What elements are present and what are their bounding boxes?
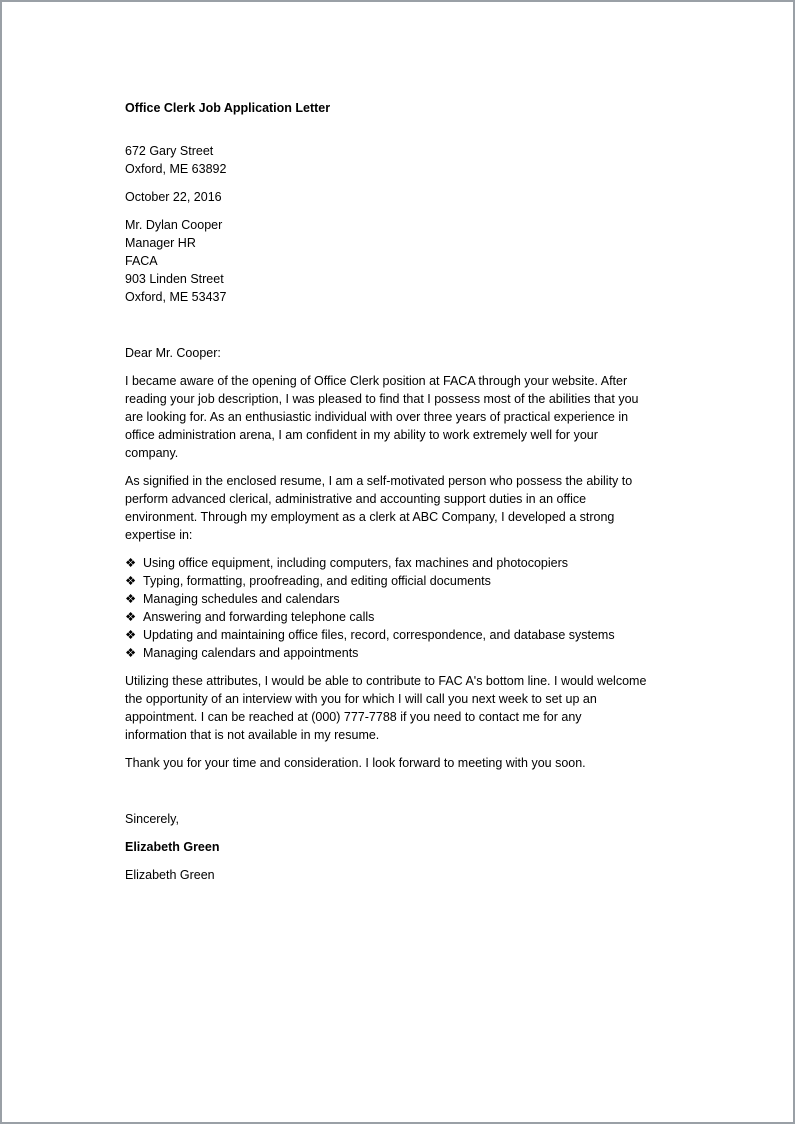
list-item	[125, 590, 685, 608]
paragraph-line: appointment. I can be reached at (000) 777-7788 if you need to contact me for any	[125, 710, 582, 724]
recipient-line: Manager HR	[125, 236, 196, 250]
diamond-bullet-icon: ❖	[125, 646, 137, 660]
diamond-bullet-icon: ❖	[125, 592, 137, 606]
diamond-bullet-icon: ❖	[125, 556, 137, 570]
date-text: October 22, 2016	[125, 190, 222, 204]
letter-body	[125, 99, 685, 894]
paragraph-line: perform advanced clerical, administrative and accounting support duties in an office	[125, 492, 587, 506]
paragraph-line: Thank you for your time and consideration. I look forward to meeting with you soon.	[125, 756, 586, 770]
recipient-line: Mr. Dylan Cooper	[125, 218, 223, 232]
salutation-text: Dear Mr. Cooper:	[125, 346, 221, 360]
paragraph-intro	[125, 372, 685, 462]
diamond-bullet-icon: ❖	[125, 574, 137, 588]
list-item-text: Managing schedules and calendars	[143, 592, 340, 606]
paragraph-contribution	[125, 672, 685, 744]
paragraph-line: company.	[125, 446, 179, 460]
paragraph-line: Utilizing these attributes, I would be able to contribute to FAC A's bottom line. I would welcome	[125, 674, 647, 688]
list-item-text: Updating and maintaining office files, record, correspondence, and database systems	[143, 628, 615, 642]
signature-name	[125, 866, 685, 884]
recipient-line: FACA	[125, 254, 158, 268]
skills-list	[125, 554, 685, 662]
closing	[125, 810, 685, 828]
letter-date	[125, 188, 685, 206]
list-item-text: Typing, formatting, proofreading, and editing official documents	[143, 574, 491, 588]
list-item-text: Answering and forwarding telephone calls	[143, 610, 375, 624]
list-item	[125, 626, 685, 644]
paragraph-line: the opportunity of an interview with you for which I will call you next week to set up an	[125, 692, 597, 706]
sender-address	[125, 142, 685, 178]
signature-name-text: Elizabeth Green	[125, 868, 215, 882]
paragraph-skills	[125, 472, 685, 544]
letter-title: Office Clerk Job Application Letter	[125, 101, 331, 115]
sender-address-line: 672 Gary Street	[125, 144, 214, 158]
signature-bold	[125, 838, 685, 856]
paragraph-line: I became aware of the opening of Office Clerk position at FACA through your website. After	[125, 374, 628, 388]
list-item	[125, 644, 685, 662]
paragraph-line: expertise in:	[125, 528, 193, 542]
list-item-text: Managing calendars and appointments	[143, 646, 359, 660]
signature-bold-text: Elizabeth Green	[125, 840, 220, 854]
paragraph-line: office administration arena, I am confident in my ability to work extremely well for your	[125, 428, 598, 442]
paragraph-line: information that is not available in my resume.	[125, 728, 380, 742]
recipient-line: 903 Linden Street	[125, 272, 224, 286]
closing-text: Sincerely,	[125, 812, 179, 826]
list-item	[125, 608, 685, 626]
salutation	[125, 344, 685, 362]
diamond-bullet-icon: ❖	[125, 628, 137, 642]
diamond-bullet-icon: ❖	[125, 610, 137, 624]
list-item	[125, 554, 685, 572]
list-item-text: Using office equipment, including computers, fax machines and photocopiers	[143, 556, 569, 570]
paragraph-line: environment. Through my employment as a clerk at ABC Company, I developed a strong	[125, 510, 615, 524]
paragraph-line: reading your job description, I was pleased to find that I possess most of the abilities that you	[125, 392, 639, 406]
list-item	[125, 572, 685, 590]
paragraph-line: are looking for. As an enthusiastic individual with over three years of practical experience in	[125, 410, 629, 424]
recipient-address	[125, 216, 685, 306]
sender-address-line: Oxford, ME 63892	[125, 162, 227, 176]
paragraph-line: As signified in the enclosed resume, I am a self-motivated person who possess the ability to	[125, 474, 633, 488]
recipient-line: Oxford, ME 53437	[125, 290, 227, 304]
paragraph-thanks	[125, 754, 685, 772]
